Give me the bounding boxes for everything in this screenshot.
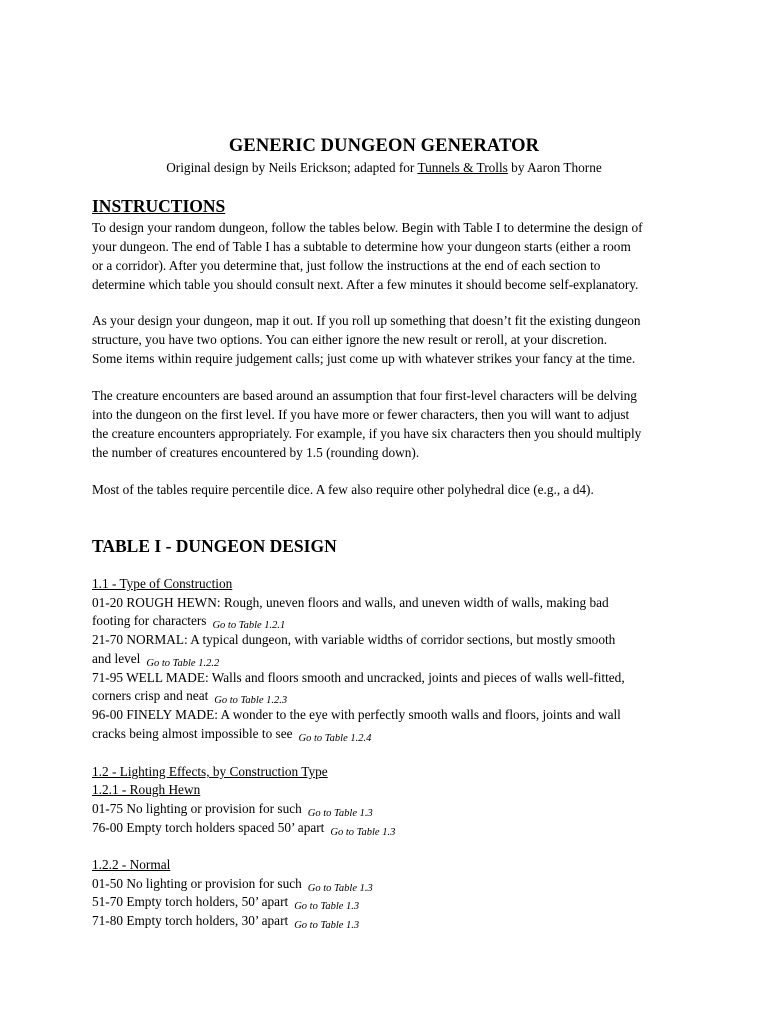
goto-reference: Go to Table 1.3 (294, 920, 360, 931)
entry-text: 71-80 Empty torch holders, 30’ apart (92, 913, 289, 928)
paragraph-line: As your design your dungeon, map it out. If you roll up something that doesn’t fit the existing dungeon (92, 313, 641, 328)
entry-text: corners crisp and neat (92, 688, 209, 703)
document-subtitle (0, 160, 768, 176)
goto-reference: Go to Table 1.3 (330, 827, 396, 838)
paragraph-line: the number of creatures encountered by 1.5 (rounding down). (92, 445, 420, 460)
goto-reference: Go to Table 1.2.1 (212, 620, 286, 631)
table-entry-line (92, 651, 219, 667)
instructions-paragraph-4: Most of the tables require percentile dice. A few also require other polyhedral dice (e.g., a d4). (92, 482, 594, 497)
table-entry-line (92, 688, 287, 704)
table-entry-line (92, 913, 359, 929)
table-entry-line (92, 613, 285, 629)
paragraph-line: your dungeon. The end of Table I has a subtable to determine how your dungeon starts (either a room (92, 239, 631, 254)
goto-reference: Go to Table 1.2.4 (298, 733, 372, 744)
paragraph-line: the creature encounters appropriately. For example, if you have six characters then you should multiply (92, 426, 642, 441)
section-heading: 1.2 - Lighting Effects, by Construction Type (92, 764, 328, 779)
table-entry-line (92, 801, 373, 817)
instructions-heading: INSTRUCTIONS (92, 196, 226, 216)
goto-reference: Go to Table 1.2.2 (146, 658, 220, 669)
instructions-paragraph-1 (92, 218, 684, 294)
goto-reference: Go to Table 1.3 (307, 883, 373, 894)
goto-reference: Go to Table 1.3 (294, 901, 360, 912)
table-entry-line: 01-20 ROUGH HEWN: Rough, uneven floors and walls, and uneven width of walls, making bad (92, 595, 609, 610)
subsection-heading: 1.2.2 - Normal (92, 857, 171, 872)
goto-reference: Go to Table 1.3 (307, 808, 373, 819)
game-title-link: Tunnels & Trolls (417, 160, 508, 175)
goto-reference: Go to Table 1.2.3 (214, 695, 288, 706)
paragraph-line: or a corridor). After you determine that, just follow the instructions at the end of each section to (92, 258, 601, 273)
entry-text: cracks being almost impossible to see (92, 726, 293, 741)
paragraph-line: into the dungeon on the first level. If you have more or fewer characters, then you will want to adjust (92, 407, 630, 422)
instructions-paragraph-2 (92, 311, 684, 368)
entry-text: and level (92, 651, 141, 666)
table-entry-line (92, 820, 395, 836)
instructions-paragraph-3 (92, 386, 684, 462)
section-heading: 1.1 - Type of Construction (92, 576, 233, 591)
table-entry-line: 71-95 WELL MADE: Walls and floors smooth and uncracked, joints and pieces of walls well-fitted, (92, 670, 625, 685)
subsection-heading: 1.2.1 - Rough Hewn (92, 782, 201, 797)
entry-text: 76-00 Empty torch holders spaced 50’ apart (92, 820, 325, 835)
entry-text: 51-70 Empty torch holders, 50’ apart (92, 894, 289, 909)
subtitle-suffix: by Aaron Thorne (507, 160, 602, 175)
entry-text: 01-50 No lighting or provision for such (92, 876, 302, 891)
table-entry-line (92, 894, 359, 910)
paragraph-line: To design your random dungeon, follow the tables below. Begin with Table I to determine the design of (92, 220, 643, 235)
paragraph-line: determine which table you should consult next. After a few minutes it should become self-explanatory. (92, 277, 639, 292)
paragraph-line: structure, you have two options. You can either ignore the new result or reroll, at your discretion. (92, 332, 608, 347)
subtitle-prefix: Original design by Neils Erickson; adapted for (166, 160, 418, 175)
table-entry-line (92, 726, 371, 742)
document-title: GENERIC DUNGEON GENERATOR (228, 136, 540, 156)
table-entry-line: 96-00 FINELY MADE: A wonder to the eye with perfectly smooth walls and floors, joints and wall (92, 707, 621, 722)
paragraph-line: The creature encounters are based around an assumption that four first-level characters will be delving (92, 388, 637, 403)
paragraph-line: Some items within require judgement calls; just come up with whatever strikes your fancy at the time. (92, 351, 636, 366)
table-entry-line (92, 876, 373, 892)
table-entry-line: 21-70 NORMAL: A typical dungeon, with variable widths of corridor sections, but mostly smooth (92, 632, 616, 647)
entry-text: 01-75 No lighting or provision for such (92, 801, 302, 816)
entry-text: footing for characters (92, 613, 207, 628)
table-heading: TABLE I - DUNGEON DESIGN (92, 536, 337, 556)
